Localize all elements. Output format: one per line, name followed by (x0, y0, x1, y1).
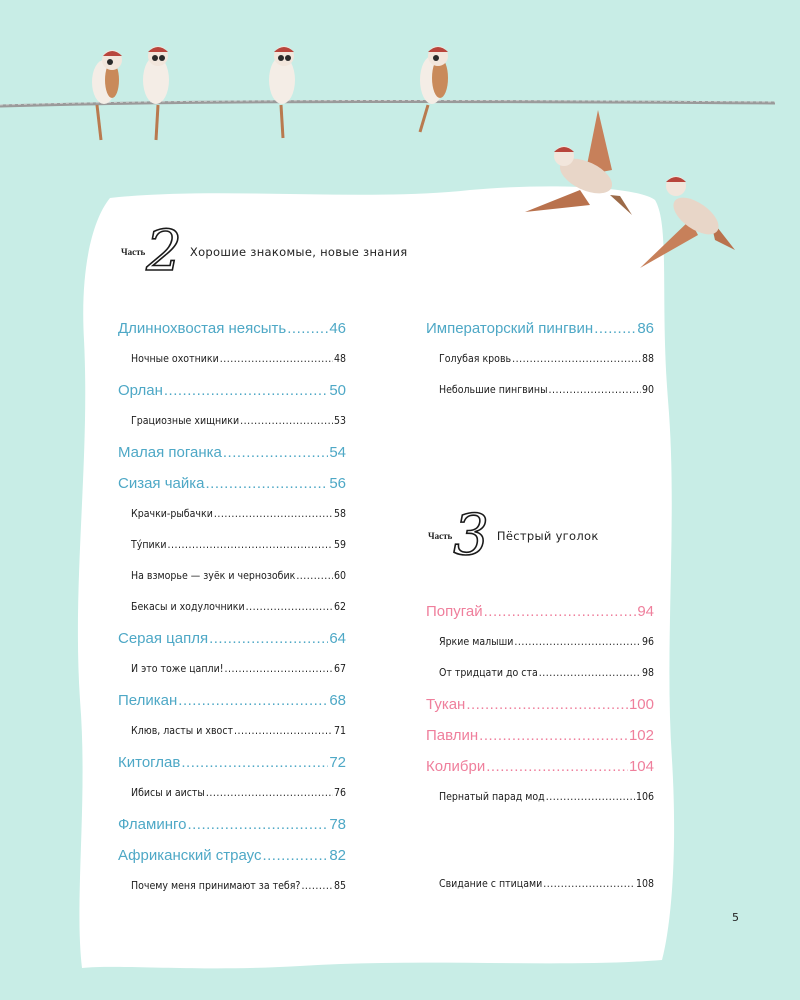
toc-entry-title: Ту́пики (131, 539, 167, 551)
toc-leader-dots (594, 313, 636, 344)
sparrow-3 (269, 46, 295, 138)
toc-entry[interactable] (118, 592, 346, 623)
toc-leader-dots (206, 468, 329, 499)
toc-entry-title: Свидание с птицами (439, 878, 543, 890)
toc-leader-dots (234, 716, 333, 747)
toc-leader-dots (512, 344, 641, 375)
toc-leader-dots (546, 782, 635, 813)
toc-entry[interactable] (118, 871, 346, 902)
toc-entry[interactable] (426, 782, 654, 813)
toc-entry-page: 64 (329, 630, 346, 647)
toc-leader-dots (181, 747, 328, 778)
toc-entry-page: 108 (635, 878, 654, 890)
toc-entry-page: 78 (329, 816, 346, 833)
sparrow-1 (92, 50, 122, 140)
toc-entry-page: 106 (635, 791, 654, 803)
toc-entry-title: Африканский страус (118, 847, 262, 864)
toc-entry[interactable] (426, 869, 654, 900)
toc-entry-page: 46 (329, 320, 346, 337)
toc-entry-title: Клюв, ласты и хвост (131, 725, 234, 737)
toc-entry-page: 50 (329, 382, 346, 399)
toc-leader-dots (164, 375, 328, 406)
toc-entry-title: И это тоже цапли! (131, 663, 224, 675)
part3-number: 3 (453, 503, 487, 568)
toc-leader-dots (296, 561, 333, 592)
toc-entry-page: 71 (333, 725, 346, 737)
toc-entry-page: 62 (333, 601, 346, 613)
part3-label: Часть (428, 531, 453, 541)
toc-entry-page: 96 (641, 636, 654, 648)
toc-entry-page: 60 (333, 570, 346, 582)
toc-entry[interactable] (426, 627, 654, 658)
page-number: 5 (732, 911, 739, 924)
toc-entry[interactable] (118, 809, 346, 840)
toc-entry-page: 90 (641, 384, 654, 396)
toc-entry-title: Бекасы и ходулочники (131, 601, 245, 613)
sparrow-4 (420, 46, 448, 132)
toc-entry-page: 68 (329, 692, 346, 709)
part3-header (428, 503, 599, 568)
toc-entry-title: Грациозные хищники (131, 415, 240, 427)
part2-label: Часть (121, 247, 146, 257)
toc-entry[interactable] (118, 778, 346, 809)
toc-entry[interactable] (426, 689, 654, 720)
toc-entry-page: 58 (333, 508, 346, 520)
part3-title: Пёстрый уголок (496, 529, 599, 543)
toc-entry[interactable] (118, 499, 346, 530)
toc-entry-title: Ибисы и аисты (131, 787, 205, 799)
toc-entry[interactable] (118, 406, 346, 437)
toc-leader-dots (287, 313, 328, 344)
toc-entry-title: Сизая чайка (118, 475, 205, 492)
part2-number: 2 (146, 219, 180, 284)
toc-entry-title: Павлин (426, 727, 479, 744)
toc-entry[interactable] (118, 437, 346, 468)
part2-title: Хорошие знакомые, новые знания (189, 245, 408, 259)
toc-leader-dots (178, 685, 328, 716)
toc-entry[interactable] (118, 468, 346, 499)
toc-leader-dots (246, 592, 333, 623)
toc-entry[interactable] (118, 747, 346, 778)
toc-right-part3 (426, 596, 654, 813)
toc-entry-title: Императорский пингвин (426, 320, 594, 337)
toc-entry-title: Колибри (426, 758, 486, 775)
toc-entry-title: Почему меня принимают за тебя? (131, 880, 301, 892)
toc-entry-page: 54 (329, 444, 346, 461)
toc-leader-dots (479, 720, 628, 751)
toc-entry[interactable] (426, 375, 654, 406)
toc-entry-title: Ночные охотники (131, 353, 219, 365)
toc-entry[interactable] (118, 685, 346, 716)
toc-entry[interactable] (118, 654, 346, 685)
toc-entry[interactable] (118, 716, 346, 747)
toc-entry-page: 88 (641, 353, 654, 365)
toc-leader-dots (223, 437, 328, 468)
toc-entry-title: От тридцати до ста (439, 667, 538, 679)
toc-entry-title: Яркие малыши (439, 636, 514, 648)
toc-leader-dots (514, 627, 641, 658)
toc-entry-page: 53 (333, 415, 346, 427)
toc-entry[interactable] (118, 623, 346, 654)
toc-entry-title: Небольшие пингвины (439, 384, 548, 396)
toc-entry-title: Китоглав (118, 754, 181, 771)
toc-leader-dots (549, 375, 641, 406)
toc-leader-dots (486, 751, 628, 782)
toc-entry[interactable] (118, 344, 346, 375)
toc-entry-title: Попугай (426, 603, 483, 620)
toc-entry-title: Тукан (426, 696, 466, 713)
toc-entry[interactable] (118, 530, 346, 561)
toc-entry[interactable] (426, 596, 654, 627)
toc-left-column (118, 313, 346, 902)
toc-entry-page: 82 (329, 847, 346, 864)
toc-leader-dots (225, 654, 333, 685)
toc-entry-page: 104 (628, 758, 654, 775)
toc-entry-page: 56 (329, 475, 346, 492)
toc-entry[interactable] (118, 840, 346, 871)
toc-right-last (426, 869, 654, 900)
toc-entry-page: 94 (637, 603, 654, 620)
toc-entry-title: Голубая кровь (439, 353, 512, 365)
toc-leader-dots (539, 658, 641, 689)
toc-entry-title: Пернатый парад мод (439, 791, 545, 803)
toc-leader-dots (466, 689, 628, 720)
toc-leader-dots (206, 778, 333, 809)
toc-leader-dots (240, 406, 333, 437)
toc-leader-dots (214, 499, 333, 530)
sparrow-2 (143, 46, 169, 140)
toc-leader-dots (484, 596, 637, 627)
toc-leader-dots (168, 530, 333, 561)
toc-entry-page: 85 (333, 880, 346, 892)
toc-entry-title: Пеликан (118, 692, 178, 709)
toc-entry-title: Малая поганка (118, 444, 222, 461)
toc-entry-page: 100 (628, 696, 654, 713)
toc-leader-dots (209, 623, 328, 654)
toc-right-part2 (426, 313, 654, 406)
toc-entry-page: 86 (637, 320, 654, 337)
toc-entry[interactable] (118, 375, 346, 406)
toc-entry[interactable] (426, 313, 654, 344)
toc-entry[interactable] (426, 751, 654, 782)
toc-entry[interactable] (426, 344, 654, 375)
toc-entry-title: Орлан (118, 382, 163, 399)
toc-entry[interactable] (118, 313, 346, 344)
toc-entry[interactable] (426, 658, 654, 689)
toc-entry-title: Фламинго (118, 816, 187, 833)
part2-header (121, 219, 408, 284)
toc-entry-page: 48 (333, 353, 346, 365)
toc-leader-dots (187, 809, 328, 840)
toc-leader-dots (220, 344, 333, 375)
toc-entry-page: 59 (333, 539, 346, 551)
toc-entry-title: Серая цапля (118, 630, 209, 647)
toc-entry-page: 76 (333, 787, 346, 799)
toc-entry-page: 98 (641, 667, 654, 679)
toc-entry-page: 67 (333, 663, 346, 675)
toc-leader-dots (301, 871, 333, 902)
toc-leader-dots (262, 840, 328, 871)
toc-entry[interactable] (118, 561, 346, 592)
toc-entry[interactable] (426, 720, 654, 751)
toc-entry-title: Длиннохвостая неясыть (118, 320, 287, 337)
toc-entry-title: Крачки-рыбачки (131, 508, 213, 520)
toc-entry-title: На взморье — зуёк и чернозобик (131, 570, 296, 582)
toc-entry-page: 72 (329, 754, 346, 771)
toc-leader-dots (543, 869, 635, 900)
toc-entry-page: 102 (628, 727, 654, 744)
